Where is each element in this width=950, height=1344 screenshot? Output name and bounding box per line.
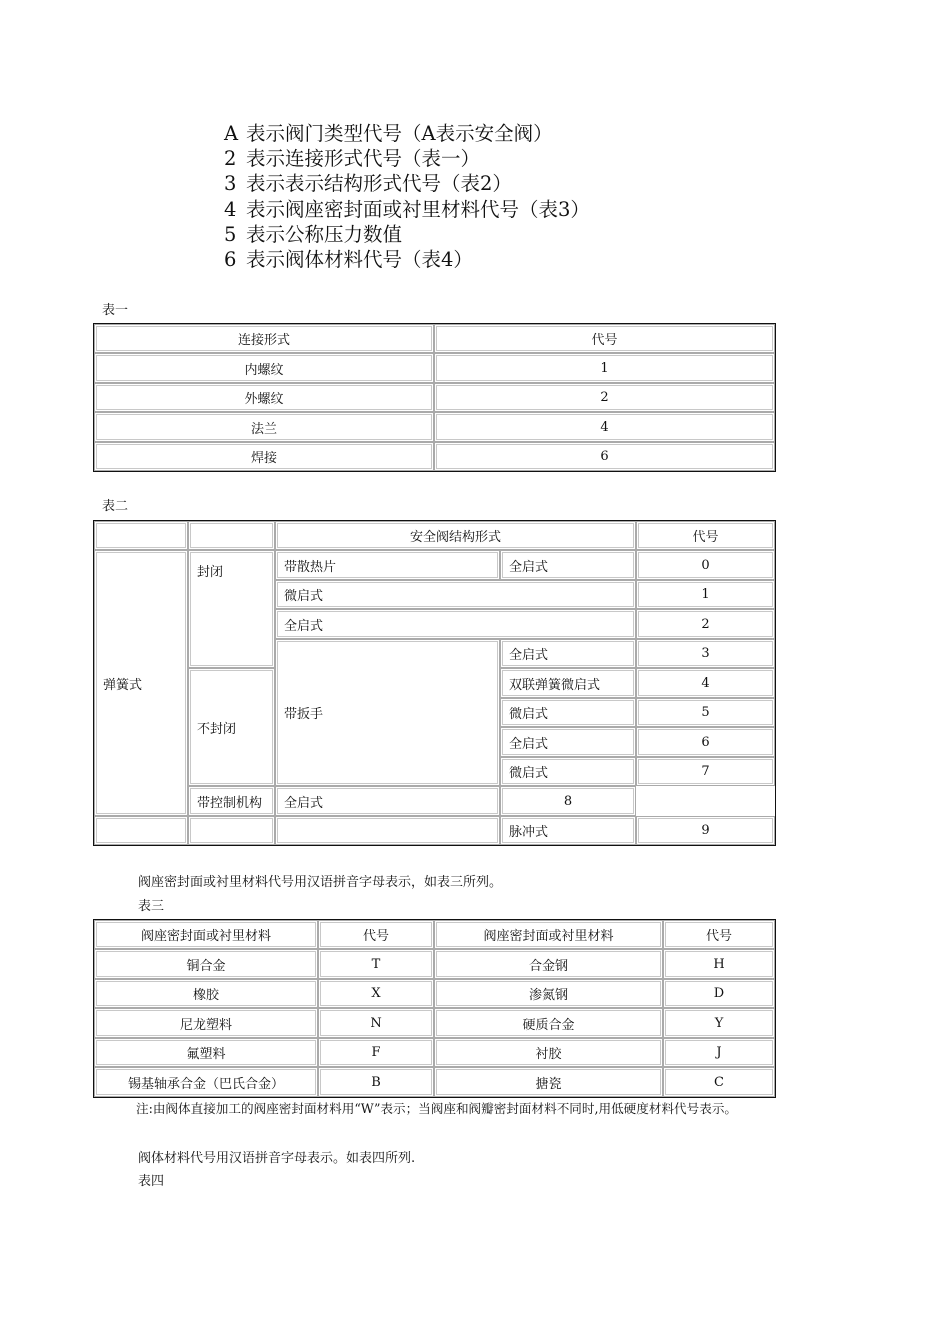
table-cell: 全启式: [500, 727, 636, 757]
table3-note: 注:由阀体直接加工的阀座密封面材料用“W”表示；当阀座和阀瓣密封面材料不同时,用低硬度材料代号表示。: [136, 1101, 738, 1116]
table-row: [94, 442, 775, 471]
empty-cell: [188, 521, 275, 550]
table-cell: 微启式: [275, 580, 636, 609]
table-cell: 锡基轴承合金（巴氏合金）: [94, 1067, 318, 1097]
legend-row: [224, 171, 590, 196]
table-cell: 微启式: [500, 757, 636, 786]
table-cell: B: [318, 1067, 434, 1097]
legend-key: 4: [224, 197, 237, 221]
table-cell: 全启式: [275, 609, 636, 639]
table-cell: D: [663, 979, 775, 1008]
table-cell: 内螺纹: [94, 353, 434, 383]
legend-row: [224, 197, 590, 222]
legend-key: A: [224, 122, 239, 145]
table-cell: C: [663, 1067, 775, 1097]
table-cell: 1: [636, 580, 775, 609]
empty-cell: [94, 521, 188, 550]
control-mechanism-cell: 带控制机构: [188, 786, 275, 816]
table-row: [94, 353, 775, 383]
table-cell: 双联弹簧微启式: [500, 668, 636, 698]
table2-caption: 表二: [102, 499, 129, 514]
table-cell: 1: [434, 353, 775, 383]
empty-cell: [94, 816, 188, 845]
legend-text: 表示阀门类型代号（A表示安全阀）: [246, 122, 553, 145]
legend-text: 表示阀座密封面或衬里材料代号（表3）: [246, 197, 590, 221]
table-row: [94, 786, 775, 816]
table-cell: 0: [636, 550, 775, 580]
table-cell: 8: [500, 786, 636, 816]
table-cell: 搪瓷: [434, 1067, 663, 1097]
empty-cell: [188, 816, 275, 845]
table-cell: 铜合金: [94, 949, 318, 979]
legend-key: 2: [224, 147, 237, 171]
table-cell: X: [318, 979, 434, 1008]
table-row: [94, 412, 775, 442]
table1-connection-types: [93, 323, 776, 472]
legend-key: 5: [224, 222, 237, 246]
table-row: [94, 816, 775, 845]
table-row: [94, 1067, 775, 1097]
empty-cell: [275, 816, 500, 845]
table1-caption: 表一: [102, 303, 129, 318]
legend-key: 6: [224, 248, 237, 272]
table-cell: 橡胶: [94, 979, 318, 1008]
table-row: [94, 1008, 775, 1038]
table-cell: N: [318, 1008, 434, 1038]
table3-header-cell: 代号: [318, 920, 434, 949]
legend-text: 表示表示结构形式代号（表2）: [246, 172, 512, 196]
table-cell: 尼龙塑料: [94, 1008, 318, 1038]
legend-row: [224, 121, 590, 146]
table-row: [94, 949, 775, 979]
table-cell: 3: [636, 639, 775, 668]
table-cell: 2: [434, 383, 775, 412]
table-cell: 外螺纹: [94, 383, 434, 412]
legend-key: 3: [224, 172, 237, 196]
table3-header-cell: 阀座密封面或衬里材料: [434, 920, 663, 949]
closed-cell: 封闭: [188, 550, 275, 668]
table3-seal-materials: [93, 919, 776, 1098]
table3-header-cell: 代号: [663, 920, 775, 949]
table-cell: 5: [636, 698, 775, 727]
table3-header-cell: 阀座密封面或衬里材料: [94, 920, 318, 949]
table1-header-cell: 连接形式: [94, 324, 434, 353]
table-cell: 4: [636, 668, 775, 698]
legend-row: [224, 222, 590, 247]
table-cell: T: [318, 949, 434, 979]
table-cell: 法兰: [94, 412, 434, 442]
table-cell: 硬质合金: [434, 1008, 663, 1038]
table2-header-code: 代号: [636, 521, 775, 550]
table-cell: F: [318, 1038, 434, 1067]
not-closed-cell: 不封闭: [188, 668, 275, 786]
spring-type-cell: 弹簧式: [94, 550, 188, 816]
table-cell: 6: [636, 727, 775, 757]
heat-sink-cell: 带散热片: [275, 550, 500, 580]
table-cell: 渗氮钢: [434, 979, 663, 1008]
table2-structure-types: [93, 520, 776, 846]
table-cell: Y: [663, 1008, 775, 1038]
table-cell: 6: [434, 442, 775, 471]
table-cell: 脉冲式: [500, 816, 636, 845]
table-cell: 4: [434, 412, 775, 442]
table4-caption: 表四: [138, 1174, 165, 1189]
wrench-cell: 带扳手: [275, 639, 500, 786]
table-cell: 焊接: [94, 442, 434, 471]
legend-text: 表示公称压力数值: [246, 222, 403, 246]
legend-row: [224, 146, 590, 171]
table-cell: 7: [636, 757, 775, 786]
table-cell: 全启式: [500, 550, 636, 580]
table-cell: 2: [636, 609, 775, 639]
table-cell: 合金钢: [434, 949, 663, 979]
legend-text: 表示阀体材料代号（表4）: [246, 248, 473, 272]
table3-intro: 阀座密封面或衬里材料代号用汉语拼音字母表示，如表三所列。: [138, 875, 503, 890]
table-row: [94, 550, 775, 580]
table3-caption: 表三: [138, 899, 165, 914]
table2-header-title: 安全阀结构形式: [275, 521, 636, 550]
table-cell: 微启式: [500, 698, 636, 727]
table-row: [94, 383, 775, 412]
table-cell: 衬胶: [434, 1038, 663, 1067]
table4-intro: 阀体材料代号用汉语拼音字母表示。如表四所列.: [138, 1151, 416, 1166]
table-cell: 全启式: [500, 639, 636, 668]
table-row: [94, 979, 775, 1008]
table-cell: 氟塑料: [94, 1038, 318, 1067]
code-legend: [224, 121, 590, 272]
table-cell: 9: [636, 816, 775, 845]
table-cell: 全启式: [275, 786, 500, 816]
table-cell: H: [663, 949, 775, 979]
table1-header-cell: 代号: [434, 324, 775, 353]
legend-row: [224, 247, 590, 272]
table-row: [94, 1038, 775, 1067]
legend-text: 表示连接形式代号（表一）: [246, 147, 481, 171]
table-cell: J: [663, 1038, 775, 1067]
